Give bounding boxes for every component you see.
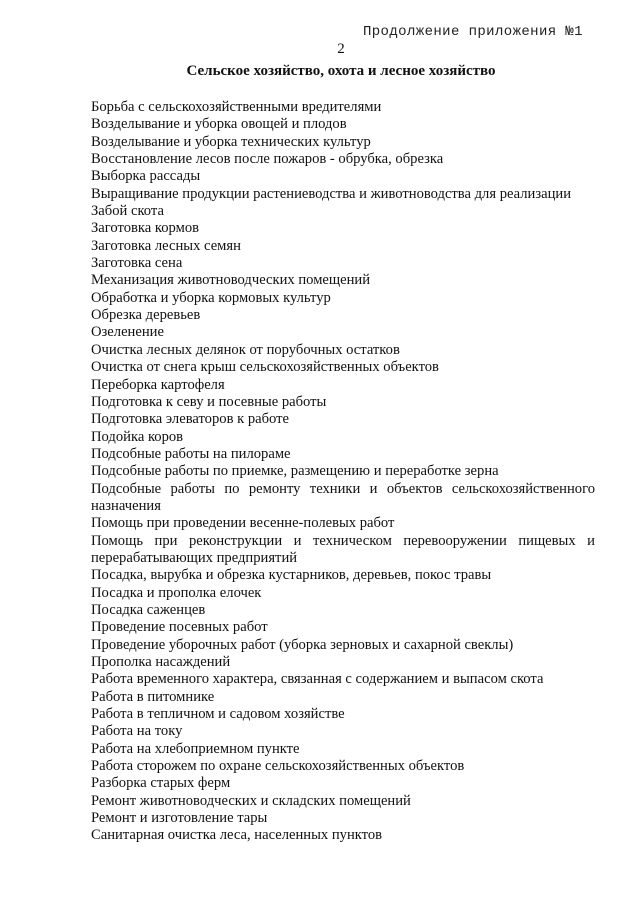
list-item: Подсобные работы на пилораме <box>91 445 291 462</box>
list-item: Обрезка деревьев <box>91 307 201 324</box>
list-item: Борьба с сельскохозяйственными вредителями <box>91 99 382 115</box>
list-item: Механизация животноводческих помещений <box>91 272 371 289</box>
list-item: Обработка и уборка кормовых культур <box>91 289 331 306</box>
list-item: Разборка старых ферм <box>91 775 231 792</box>
list-item: Выборка рассады <box>91 168 201 185</box>
list-item: Забой скота <box>91 203 164 220</box>
list-item: Заготовка сена <box>91 255 183 272</box>
list-item: Очистка от снега крыш сельскохозяйственных объектов <box>91 359 439 376</box>
list-item: Переборка картофеля <box>91 376 225 393</box>
list-item: Санитарная очистка леса, населенных пунктов <box>91 827 383 844</box>
list-item: Очистка лесных делянок от порубочных остатков <box>91 341 400 358</box>
work-types-list <box>91 99 595 845</box>
list-item: Работа временного характера, связанная с содержанием и выпасом скота <box>91 671 544 688</box>
list-item: Подсобные работы по ремонту техники и объектов сельскохозяйственного назначения <box>91 480 595 514</box>
list-item: Подойка коров <box>91 428 184 445</box>
list-item: Выращивание продукции растениеводства и животноводства для реализации <box>91 185 572 202</box>
list-item: Возделывание и уборка технических культур <box>91 133 371 150</box>
list-item: Восстановление лесов после пожаров - обрубка, обрезка <box>91 151 444 168</box>
list-item: Ремонт животноводческих и складских помещений <box>91 792 411 809</box>
list-item: Посадка, вырубка и обрезка кустарников, деревьев, покос травы <box>91 567 492 584</box>
list-item: Заготовка кормов <box>91 220 200 237</box>
section-title: Сельское хозяйство, охота и лесное хозяйство <box>186 63 496 79</box>
list-item: Проведение посевных работ <box>91 619 268 636</box>
list-item: Работа на току <box>91 723 183 740</box>
list-item: Посадка и прополка елочек <box>91 584 262 601</box>
continuation-note: Продолжение приложения №1 <box>362 24 583 40</box>
list-item: Подготовка элеваторов к работе <box>91 411 290 428</box>
list-item: Работа в тепличном и садовом хозяйстве <box>91 706 345 723</box>
list-item: Работа сторожем по охране сельскохозяйственных объектов <box>91 758 465 775</box>
list-item: Заготовка лесных семян <box>91 237 241 254</box>
list-item: Подсобные работы по приемке, размещению и переработке зерна <box>91 463 499 480</box>
list-item: Прополка насаждений <box>91 654 231 670</box>
list-item: Посадка саженцев <box>91 601 206 618</box>
list-item: Возделывание и уборка овощей и плодов <box>91 116 347 133</box>
list-item: Озеленение <box>91 324 164 341</box>
list-item: Работа в питомнике <box>91 688 215 705</box>
list-item: Подготовка к севу и посевные работы <box>91 393 327 410</box>
list-item: Проведение уборочных работ (уборка зерновых и сахарной свеклы) <box>91 636 514 653</box>
page-number: 2 <box>337 41 345 57</box>
list-item: Работа на хлебоприемном пункте <box>91 740 300 757</box>
list-item: Помощь при реконструкции и техническом перевооружении пищевых и перерабатывающих предприятий <box>91 532 595 566</box>
list-item: Ремонт и изготовление тары <box>91 810 268 827</box>
list-item: Помощь при проведении весенне-полевых работ <box>91 515 395 532</box>
